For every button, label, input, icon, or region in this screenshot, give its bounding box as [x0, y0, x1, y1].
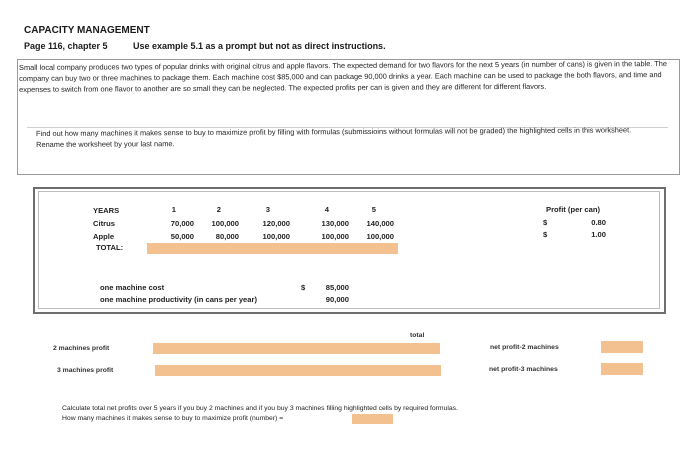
answer-cell[interactable] — [352, 414, 393, 424]
two-machines-label: 2 machines profit — [53, 345, 110, 352]
apple-year-1: 50,000 — [170, 232, 194, 241]
problem-description: Small local company produces two types of popular drinks with original citrus and apple flavors. The expected demand for two flavors for the next 5 years (in number of cans) is given in the table. The company can buy two or three machines to package them. Each machine cost $85,000 and can package 90,000 drinks a year. Each machine can be used to package the both flavors, and time and expenses to switch from one flavor to another are so small they can be neglected. The expected profits per can is given and they are different for different flavors. — [19, 59, 668, 95]
profit-apple: 1.00 — [591, 230, 606, 239]
profit-citrus: 0.80 — [591, 218, 606, 227]
total-column-label: total — [410, 332, 425, 339]
task-line-1: Find out how many machines it makes sense to buy to maximize profit by filling with formulas (submissioins without formulas will not be graded) the highlighted cells in this worksheet. — [36, 125, 632, 138]
three-machines-profit-cells[interactable] — [155, 365, 441, 376]
citrus-year-2: 100,000 — [211, 219, 239, 228]
two-machines-profit-cells[interactable] — [153, 343, 440, 354]
apple-year-3: 100,000 — [262, 232, 290, 241]
citrus-year-5: 140,000 — [366, 219, 394, 228]
machine-cost-label: one machine cost — [100, 283, 165, 292]
citrus-year-3: 120,000 — [262, 219, 290, 228]
net-profit-3-cell[interactable] — [601, 363, 643, 375]
citrus-label: Citrus — [93, 219, 115, 228]
task-instructions — [36, 124, 666, 150]
machines-question: How many machines it makes sense to buy to maximize profit (number) = — [62, 415, 284, 422]
year-1: 1 — [171, 205, 176, 214]
machine-cost-value: 85,000 — [325, 283, 349, 292]
year-3: 3 — [265, 205, 270, 214]
total-highlight-cells[interactable] — [147, 243, 398, 254]
productivity-label: one machine productivity (in cans per year) — [100, 295, 257, 304]
net-profit-2-cell[interactable] — [601, 341, 643, 353]
citrus-year-4: 130,000 — [321, 219, 349, 228]
net-profit-2-label: net profit-2 machines — [490, 344, 559, 351]
year-2: 2 — [216, 205, 221, 214]
apple-year-2: 80,000 — [215, 232, 239, 241]
page-reference: Page 116, chapter 5 — [24, 41, 108, 51]
profit-citrus-currency: $ — [543, 218, 548, 227]
calc-instruction: Calculate total net profits over 5 years if you buy 2 machines and if you buy 3 machines filling highlighted cells by required formulas. — [62, 405, 458, 412]
year-4: 4 — [324, 205, 329, 214]
usage-note: Use example 5.1 as a prompt but not as direct instructions. — [133, 41, 386, 51]
apple-label: Apple — [93, 232, 115, 241]
machine-cost-currency: $ — [301, 283, 306, 292]
apple-year-4: 100,000 — [321, 232, 349, 241]
year-5: 5 — [371, 205, 376, 214]
apple-year-5: 100,000 — [366, 232, 394, 241]
task-line-2: Rename the worksheet by your last name. — [36, 139, 175, 150]
profit-apple-currency: $ — [543, 230, 548, 239]
profit-per-can-header: Profit (per can) — [546, 205, 601, 214]
page-title: CAPACITY MANAGEMENT — [24, 25, 150, 36]
net-profit-3-label: net profit-3 machines — [489, 366, 558, 373]
three-machines-label: 3 machines profit — [57, 367, 114, 374]
total-label: TOTAL: — [96, 243, 124, 252]
citrus-year-1: 70,000 — [170, 219, 194, 228]
productivity-value: 90,000 — [325, 295, 349, 304]
years-label: YEARS — [93, 206, 120, 215]
